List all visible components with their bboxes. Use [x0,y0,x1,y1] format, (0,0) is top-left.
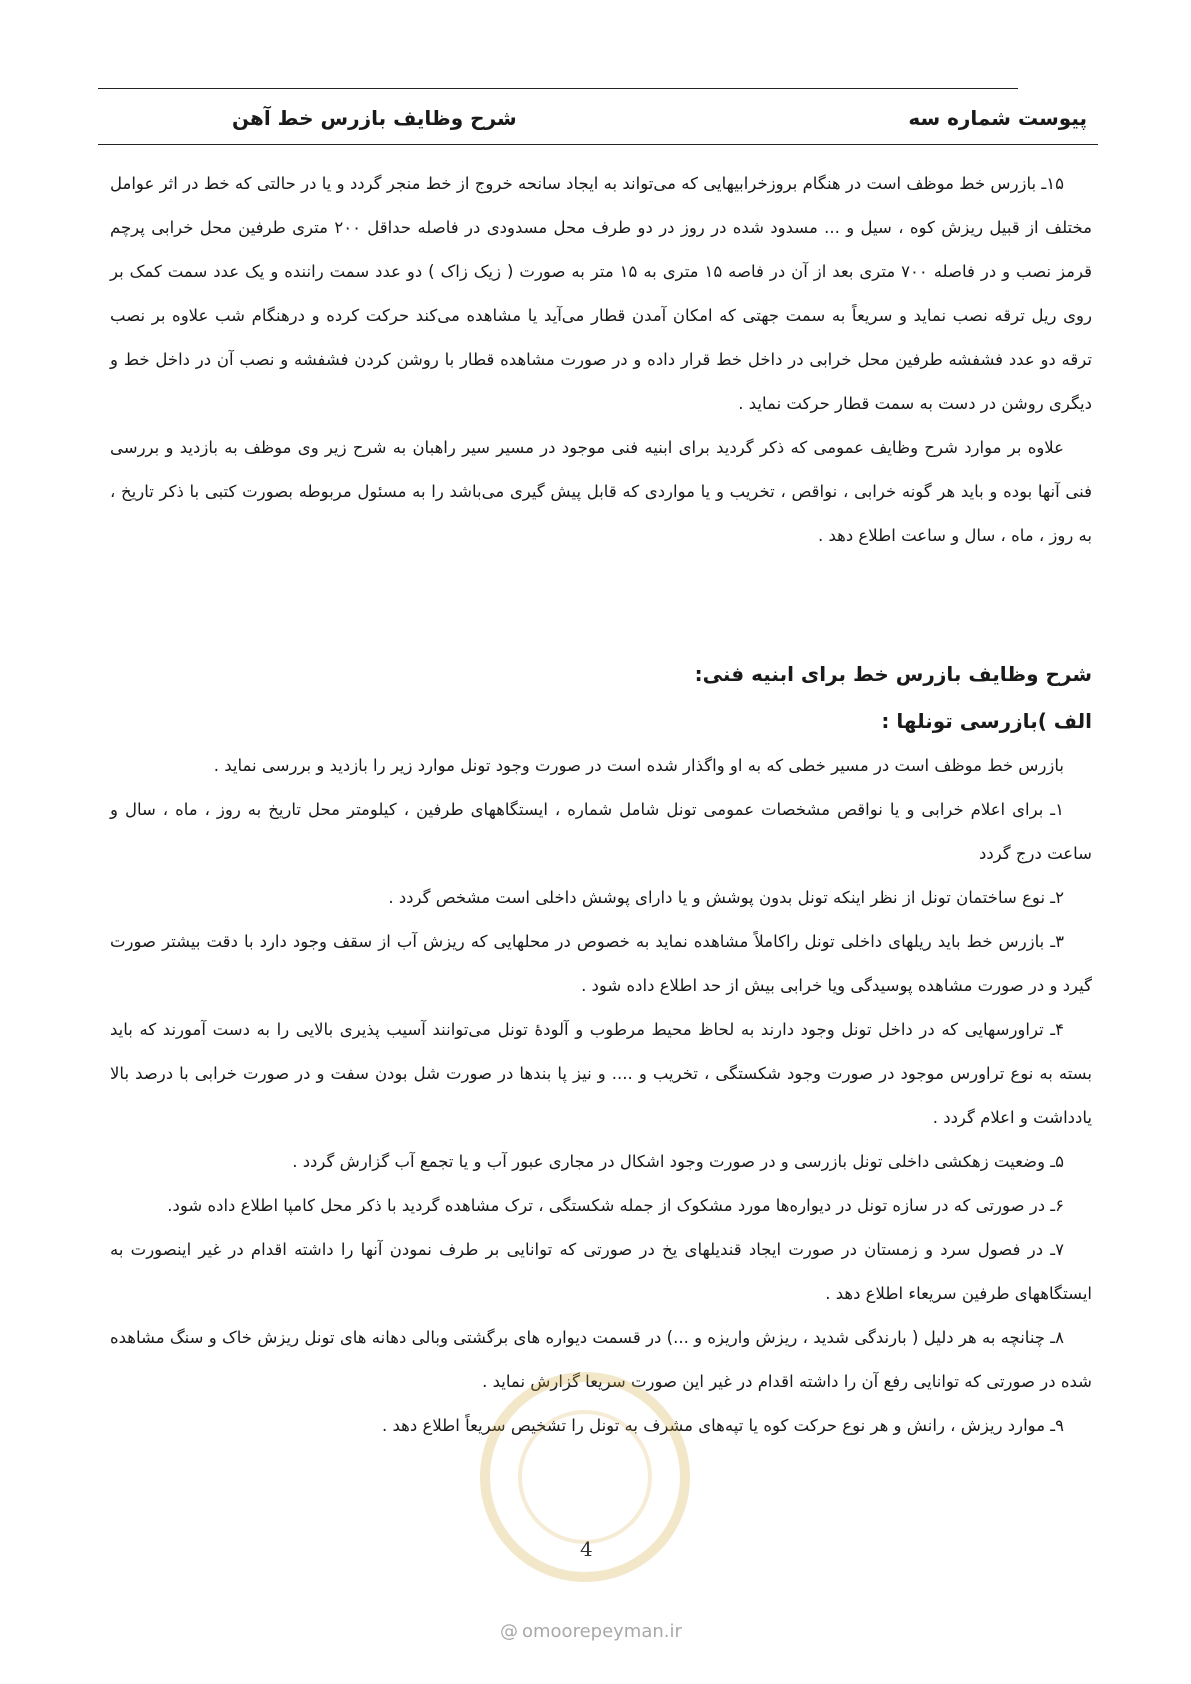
header-bottom-rule [98,144,1098,145]
section-heading: شرح وظایف بازرس خط برای ابنیه فنی: [694,662,1092,686]
paragraph-item-15: ۱۵ـ بازرس خط موظف است در هنگام بروزخرابیهایی که می‌تواند به ایجاد سانحه خروج از خط منجر گردد و یا در حالتی که خط در اثر عوامل مختلف از قبیل ریزش کوه ، سیل و ... مسدود شده در روز در دو طرف محل مسدودی در فاصله حداقل ۲۰۰ متری طرفین محل خرابی پرچم قرمز نصب و در فاصله ۷۰۰ متری بعد از آن در فاصه ۱۵ متری به ۱۵ متر به صورت ( زیک زاک ) دو عدد سمت راننده و یک عدد سمت کمک بر روی ریل ترقه نصب نماید و سریعاً به سمت جهتی که امکان آمدن قطار می‌آید یا مشاهده می‌کند حرکت کرده و درهنگام شب علاوه بر نصب ترقه دو عدد فشفشه طرفین محل خرابی در داخل خط قرار داده و در صورت مشاهده قطار با روشن کردن فشفشه و نصب آن در داخل خط و دیگری روشن در دست به سمت قطار حرکت نماید . [110,174,1093,413]
page-body [110,162,1092,1448]
list-item: ۱ـ برای اعلام خرابی و یا نواقص مشخصات عمومی تونل شامل شماره ، ایستگاههای طرفین ، کیلومتر محل تاریخ به روز ، ماه ، سال و ساعت درج گردد [110,800,1092,863]
list-item: ۹ـ موارد ریزش ، رانش و هر نوع حرکت کوه یا تپه‌های مشرف به تونل را تشخیص سریعاً اطلاع دهد . [382,1416,1064,1435]
header-top-rule [98,88,1018,89]
section-subheading: الف )بازرسی تونلها : [881,709,1092,733]
site-watermark-text: omoorepeyman.ir [522,1621,682,1642]
appendix-title: پیوست شماره سه [908,106,1087,130]
list-item: ۸ـ چنانچه به هر دلیل ( بارندگی شدید ، ریزش واریزه و ...) در قسمت دیواره های برگشتی وبالی دهانه های تونل ریزش خاک و سنگ مشاهده شده در صورتی که توانایی رفع آن را داشته اقدام در غیر این صورت سریعا گزارش نماید . [110,1328,1092,1391]
list-item: ۲ـ نوع ساختمان تونل از نظر اینکه تونل بدون پوشش و یا دارای پوشش داخلی است مشخص گردد . [388,888,1064,907]
list-item: ۵ـ وضعیت زهکشی داخلی تونل بازرسی و در صورت وجود اشکال در مجاری عبور آب و یا تجمع آب گزارش گردد . [292,1152,1064,1171]
list-item: ۷ـ در فصول سرد و زمستان در صورت ایجاد قندیلهای یخ در صورتی که توانایی بر طرف نمودن آنها را داشته اقدام در غیر اینصورت به ایستگاههای طرفین سریعاء اطلاع دهد . [110,1240,1092,1303]
section-spacer [110,558,1092,650]
document-title: شرح وظایف بازرس خط آهن [232,106,517,130]
at-sign-icon: @ [500,1621,518,1642]
list-item: ۴ـ تراورسهایی که در داخل تونل وجود دارند به لحاظ محیط مرطوب و آلودهٔ تونل می‌توانند آسیب پذیری بالایی را به دست آمورند که باید بسته به نوع تراورس موجود در صورت وجود شکستگی ، تخریب و .... و نیز پا بندها در صورت شل بودن سفت و در صورت خرابی با درصد بالا یادداشت و اعلام گردد . [110,1020,1092,1127]
paragraph-general-duties: علاوه بر موارد شرح وظایف عمومی که ذکر گردید برای ابنیه فنی موجود در مسیر سیر راهبان به شرح زیر وی موظف به بازدید و بررسی فنی آنها بوده و باید هر گونه خرابی ، نواقص ، تخریب و یا مواردی که قابل پیش گیری می‌باشد را به مسئول مربوطه بصورت کتبی با ذکر تاریخ ، به روز ، ماه ، سال و ساعت اطلاع دهد . [110,438,1092,545]
section-lead: بازرس خط موظف است در مسیر خطی که به او واگذار شده است در صورت وجود تونل موارد زیر را بازدید و بررسی نماید . [213,756,1064,775]
list-item: ۳ـ بازرس خط باید ریلهای داخلی تونل راکاملاً مشاهده نماید به خصوص در محلهایی که ریزش آب از سقف وجود دارد با دقت بیشتر صورت گیرد و در صورت مشاهده پوسیدگی ویا خرابی بیش از حد اطلاع داده شود . [110,932,1092,995]
site-watermark [500,1621,682,1642]
page-number: 4 [580,1537,593,1561]
list-item: ۶ـ در صورتی که در سازه تونل در دیواره‌ها مورد مشکوک از جمله شکستگی ، ترک مشاهده گردید با ذکر محل کامپا اطلاع داده شود. [167,1196,1064,1215]
